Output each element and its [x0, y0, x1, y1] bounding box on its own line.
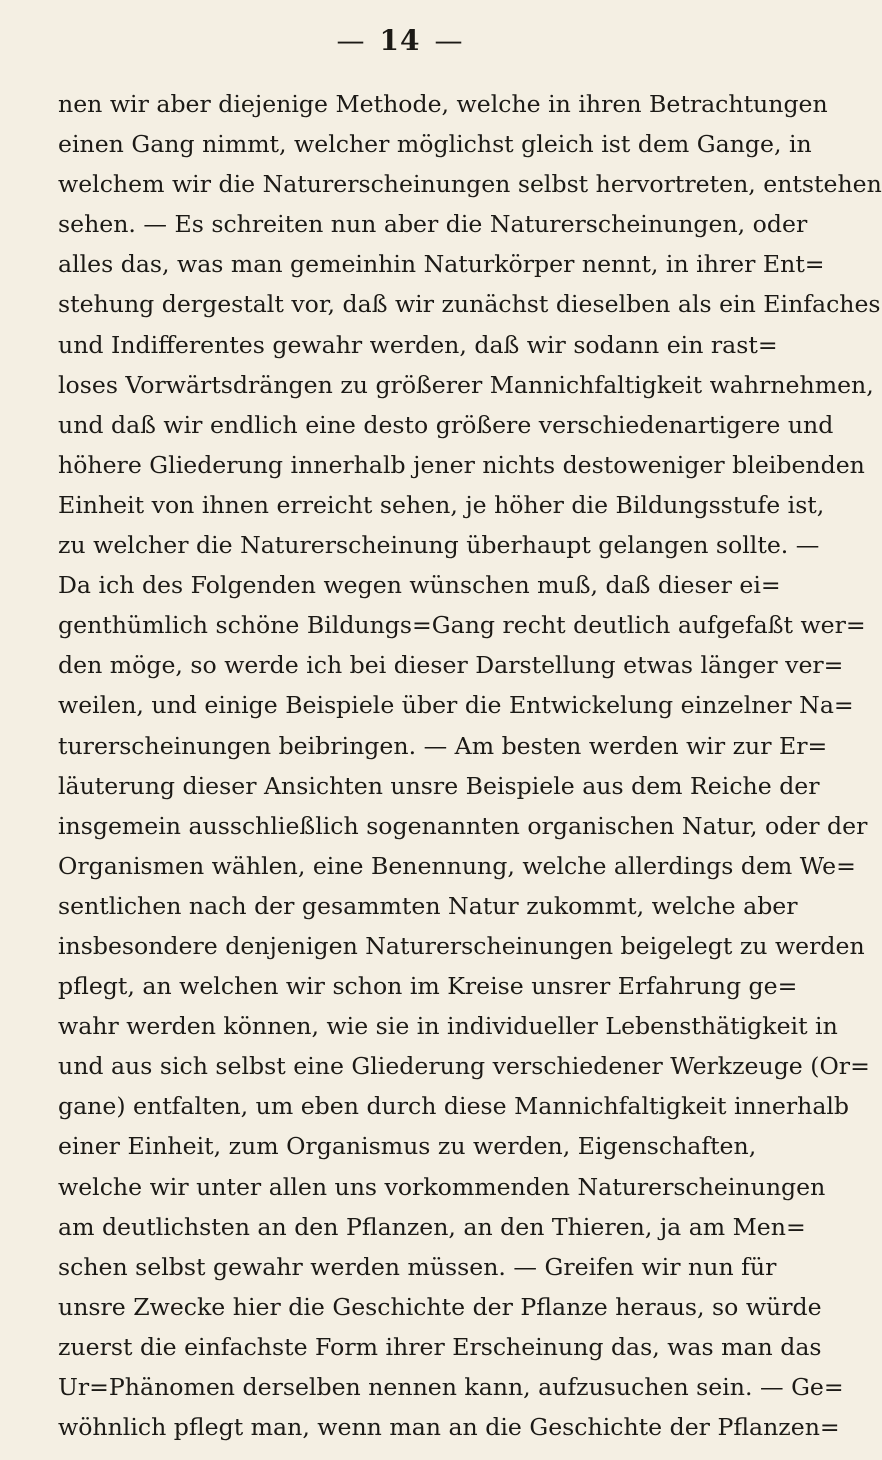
- text-line: sehen. — Es schreiten nun aber die Naturerscheinungen, oder: [58, 210, 808, 239]
- text-line: Einheit von ihnen erreicht sehen, je höher die Bildungsstufe ist,: [58, 490, 825, 519]
- text-line: zu welcher die Naturerscheinung überhaupt gelangen sollte. —: [58, 531, 820, 560]
- text-line: am deutlichsten an den Pflanzen, an den Thieren, ja am Men=: [58, 1212, 806, 1241]
- text-line: insbesondere denjenigen Naturerscheinungen beigelegt zu werden: [58, 931, 865, 960]
- body-text: [58, 84, 882, 1447]
- text-line: und aus sich selbst eine Gliederung verschiedener Werkzeuge (Or=: [58, 1052, 870, 1081]
- text-line: genthümlich schöne Bildungs=Gang recht deutlich aufgefaßt wer=: [58, 611, 866, 640]
- text-line: loses Vorwärtsdrängen zu größerer Mannichfaltigkeit wahrnehmen,: [58, 370, 874, 399]
- text-line: turerscheinungen beibringen. — Am besten werden wir zur Er=: [58, 731, 828, 760]
- text-line: wöhnlich pflegt man, wenn man an die Geschichte der Pflanzen=: [58, 1413, 840, 1442]
- text-line: und daß wir endlich eine desto größere verschiedenartigere und: [58, 410, 834, 439]
- text-line: schen selbst gewahr werden müssen. — Greifen wir nun für: [58, 1252, 777, 1281]
- page-header: [58, 18, 742, 62]
- header-dash-left: —: [336, 23, 366, 57]
- text-line: läuterung dieser Ansichten unsre Beispiele aus dem Reiche der: [58, 771, 820, 800]
- text-line: pflegt, an welchen wir schon im Kreise unsrer Erfahrung ge=: [58, 972, 798, 1001]
- text-line: einen Gang nimmt, welcher möglichst gleich ist dem Gange, in: [58, 130, 812, 159]
- text-line: sentlichen nach der gesammten Natur zukommt, welche aber: [58, 891, 798, 920]
- text-line: weilen, und einige Beispiele über die Entwickelung einzelner Na=: [58, 691, 854, 720]
- text-line: nen wir aber diejenige Methode, welche in ihren Betrachtungen: [58, 90, 828, 118]
- text-line: stehung dergestalt vor, daß wir zunächst dieselben als ein Einfaches: [58, 290, 881, 319]
- text-line: einer Einheit, zum Organismus zu werden, Eigenschaften,: [58, 1132, 757, 1161]
- header-dash-right: —: [434, 23, 464, 57]
- text-line: höhere Gliederung innerhalb jener nichts destoweniger bleibenden: [58, 450, 865, 479]
- text-line: insgemein ausschließlich sogenannten organischen Natur, oder der: [58, 811, 868, 840]
- text-line: und Indifferentes gewahr werden, daß wir sodann ein rast=: [58, 330, 778, 359]
- text-line: welchem wir die Naturerscheinungen selbst hervortreten, entstehen: [58, 170, 882, 199]
- text-line: Ur=Phänomen derselben nennen kann, aufzusuchen sein. — Ge=: [58, 1373, 844, 1401]
- text-line: wahr werden können, wie sie in individueller Lebensthätigkeit in: [58, 1012, 838, 1041]
- text-line: Da ich des Folgenden wegen wünschen muß, daß dieser ei=: [58, 571, 781, 600]
- text-line: welche wir unter allen uns vorkommenden Naturerscheinungen: [58, 1172, 826, 1201]
- text-line: gane) entfalten, um eben durch diese Mannichfaltigkeit innerhalb: [58, 1092, 850, 1121]
- text-line: unsre Zwecke hier die Geschichte der Pflanze heraus, so würde: [58, 1292, 822, 1321]
- text-line: zuerst die einfachste Form ihrer Erscheinung das, was man das: [58, 1332, 822, 1361]
- text-line: alles das, was man gemeinhin Naturkörper nennt, in ihrer Ent=: [58, 250, 825, 279]
- page-number: 14: [379, 23, 421, 57]
- text-line: den möge, so werde ich bei dieser Darstellung etwas länger ver=: [58, 651, 844, 680]
- text-line: Organismen wählen, eine Benennung, welche allerdings dem We=: [58, 851, 856, 880]
